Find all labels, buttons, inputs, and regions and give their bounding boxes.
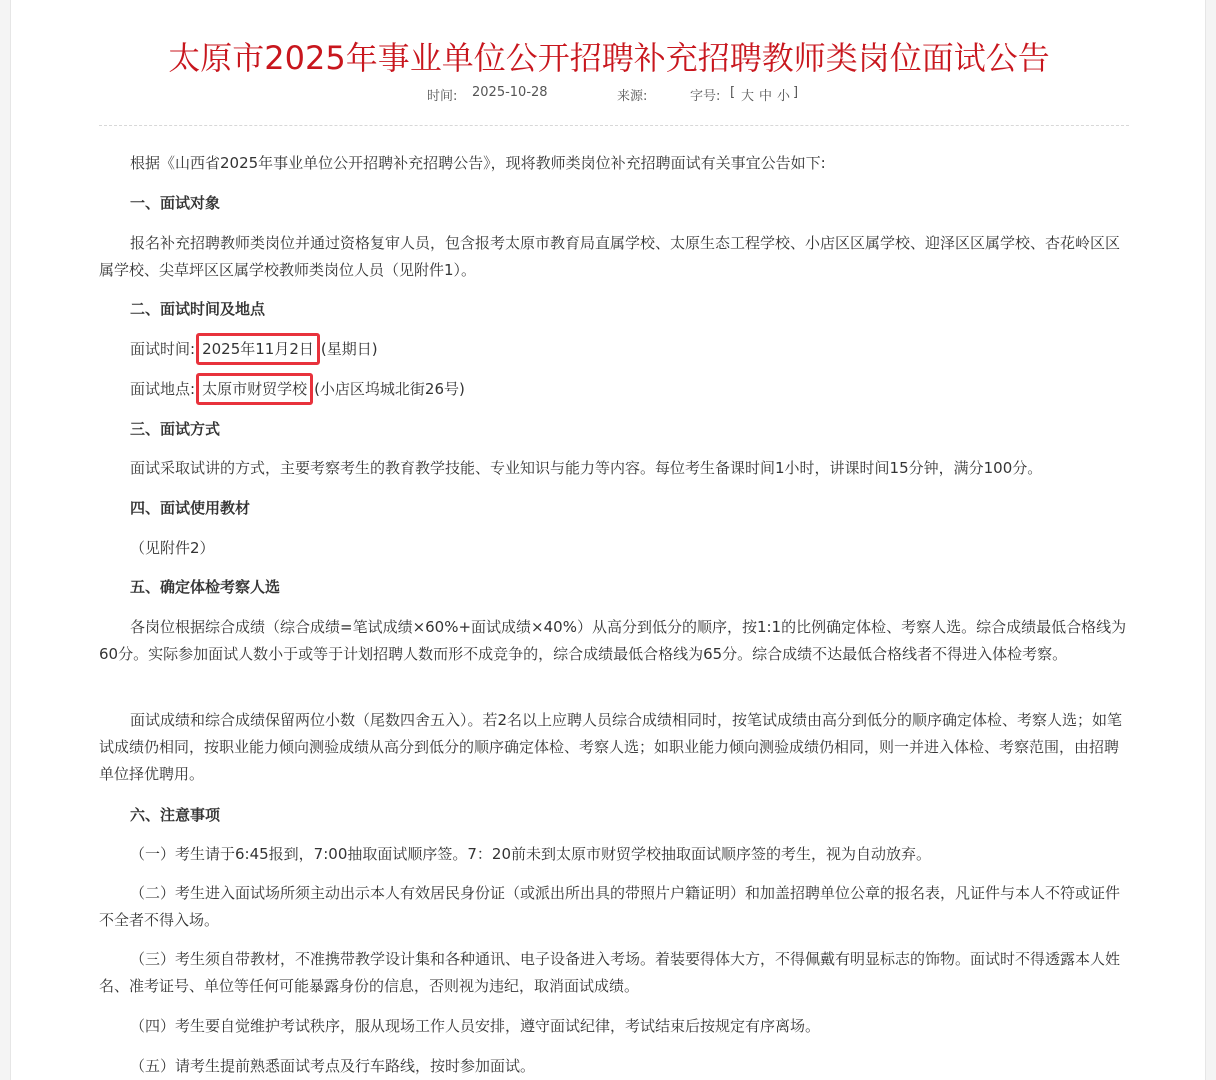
section-4-text: （见附件2） xyxy=(130,539,215,557)
section-5-heading: 五、确定体检考察人选 xyxy=(130,578,281,596)
interview-place-label: 面试地点: xyxy=(130,380,196,398)
section-5-paragraph-1: 各岗位根据综合成绩（综合成绩=笔试成绩×60%+面试成绩×40%）从高分到低分的顺序，按1:1的比例确定体检、考察人选。综合成绩最低合格线为60分。实际参加面试人数小于或等于计划招聘人数而形不成竞争的，综合成绩最低合格线为65分。综合成绩不达最低合格线者不得进入体检考察。 xyxy=(99,618,1127,663)
source-label: 来源: xyxy=(617,89,648,104)
article-meta xyxy=(11,85,1207,105)
header-divider xyxy=(99,125,1129,126)
section-1-heading: 一、面试对象 xyxy=(130,194,221,212)
interview-date-highlight: 2025年11月2日 xyxy=(196,333,320,365)
interview-time-line xyxy=(99,333,1129,365)
section-4-heading: 四、面试使用教材 xyxy=(130,499,251,517)
interview-place-line xyxy=(99,373,1129,405)
time-label: 时间: xyxy=(427,89,458,104)
article-page xyxy=(10,0,1206,1080)
section-2-heading: 二、面试时间及地点 xyxy=(130,300,266,318)
font-size-large-button[interactable]: 大 xyxy=(741,89,755,104)
interview-place-suffix: (小店区坞城北街26号) xyxy=(314,380,465,398)
notice-item: （二）考生进入面试场所须主动出示本人有效居民身份证（或派出所出具的带照片户籍证明）和加盖招聘单位公章的报名表，凡证件与本人不符或证件不全者不得入场。 xyxy=(99,884,1121,929)
section-6-heading: 六、注意事项 xyxy=(130,806,221,824)
interview-place-highlight: 太原市财贸学校 xyxy=(196,373,313,405)
section-3-text: 面试采取试讲的方式，主要考察考生的教育教学技能、专业知识与能力等内容。每位考生备课时间1小时，讲课时间15分钟，满分100分。 xyxy=(130,459,1043,477)
notice-item: （五）请考生提前熟悉面试考点及行车路线，按时参加面试。 xyxy=(130,1057,536,1075)
notice-item: （三）考生须自带教材，不准携带教学设计集和各种通讯、电子设备进入考场。着装要得体大方，不得佩戴有明显标志的饰物。面试时不得透露本人姓名、准考证号、单位等任何可能暴露身份的信息，否则视为违纪，取消面试成绩。 xyxy=(99,950,1121,995)
font-size-bracket-close: ] xyxy=(793,85,799,100)
section-5-paragraph-2: 面试成绩和综合成绩保留两位小数（尾数四舍五入）。若2名以上应聘人员综合成绩相同时，按笔试成绩由高分到低分的顺序确定体检、考察人选；如笔试成绩仍相同，按职业能力倾向测验成绩从高分到低分的顺序确定体检、考察人选；如职业能力倾向测验成绩仍相同，则一并进入体检、考察范围，由招聘单位择优聘用。 xyxy=(99,711,1123,783)
publish-date: 2025-10-28 xyxy=(472,85,548,100)
interview-time-suffix: (星期日) xyxy=(320,340,378,358)
interview-time-label: 面试时间: xyxy=(130,340,196,358)
section-3-heading: 三、面试方式 xyxy=(130,420,221,438)
article-title: 太原市2025年事业单位公开招聘补充招聘教师类岗位面试公告 xyxy=(168,39,1050,78)
notice-item: （四）考生要自觉维护考试秩序，服从现场工作人员安排，遵守面试纪律，考试结束后按规定有序离场。 xyxy=(130,1017,821,1035)
intro-paragraph: 根据《山西省2025年事业单位公开招聘补充招聘公告》，现将教师类岗位补充招聘面试有关事宜公告如下: xyxy=(130,154,826,172)
font-size-medium-button[interactable]: 中 xyxy=(759,89,773,104)
notice-item: （一）考生请于6:45报到，7:00抽取面试顺序签。7：20前未到太原市财贸学校抽取面试顺序签的考生，视为自动放弃。 xyxy=(130,845,932,863)
font-size-small-button[interactable]: 小 xyxy=(777,89,791,104)
font-size-label: 字号: xyxy=(690,89,721,104)
font-size-bracket-open: [ xyxy=(730,85,736,100)
section-1-text: 报名补充招聘教师类岗位并通过资格复审人员，包含报考太原市教育局直属学校、太原生态工程学校、小店区区属学校、迎泽区区属学校、杏花岭区区属学校、尖草坪区区属学校教师类岗位人员（见附件1）。 xyxy=(99,234,1121,279)
